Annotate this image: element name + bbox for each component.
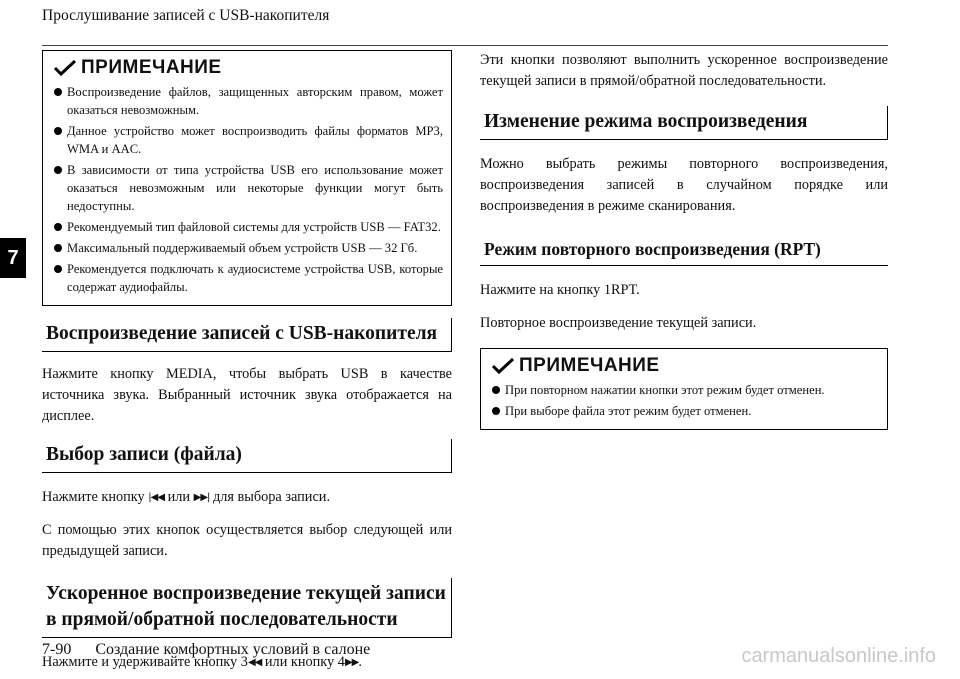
section-heading-line1: Ускоренное воспроизведение текущей записи: [46, 583, 446, 604]
note-item: Максимальный поддерживаемый объем устройств USB — 32 Гб.: [53, 239, 443, 257]
note-title: ПРИМЕЧАНИЕ: [81, 57, 222, 78]
next-track-icon: ▶▶|: [193, 492, 210, 503]
section-fast-play: [42, 578, 452, 638]
note-item: При выборе файла этот режим будет отменен.: [491, 402, 879, 420]
section-usb-playback: [42, 318, 452, 352]
usb-playback-text: Нажмите кнопку MEDIA, чтобы выбрать USB в качестве источника звука. Выбранный источник звука отображается на дисплее.: [42, 366, 452, 424]
track-select-text: Нажмите кнопку |◀◀ или ▶▶| для выбора записи.: [42, 489, 331, 505]
section-play-mode: [480, 106, 888, 140]
section-heading-line2: в прямой/обратной последовательности: [46, 609, 398, 630]
page-number: 7-90: [42, 641, 72, 658]
note-check-icon: [53, 59, 77, 77]
note-item: Рекомендуется подключать к аудиосистеме устройства USB, которые содержат аудиофайлы.: [53, 260, 443, 296]
fast-play-text: Нажмите и удерживайте кнопку 3◀◀ или кнопку 4▶▶.: [42, 654, 362, 670]
note-list: [491, 381, 879, 420]
note-item: Рекомендуемый тип файловой системы для устройств USB — FAT32.: [53, 218, 443, 236]
intro-text: Эти кнопки позволяют выполнить ускоренное воспроизведение текущей записи в прямой/обратной последовательности.: [480, 52, 888, 89]
track-select-text-2: С помощью этих кнопок осуществляется выбор следующей или предыдущей записи.: [42, 522, 452, 559]
chapter-title: Создание комфортных условий в салоне: [95, 641, 371, 658]
repeat-mode-text-1: Нажмите на кнопку 1RPT.: [480, 282, 640, 298]
note-header: [53, 57, 443, 79]
chapter-tab: 7: [0, 238, 26, 278]
note-item: Воспроизведение файлов, защищенных авторским правом, может оказаться невозможным.: [53, 83, 443, 119]
section-heading: Изменение режима воспроизведения: [484, 111, 808, 132]
page-header-title: Прослушивание записей с USB-накопителя: [42, 7, 330, 24]
left-column: [42, 50, 452, 673]
right-column: [480, 50, 888, 430]
subsection-heading: Режим повторного воспроизведения (RPT): [484, 239, 821, 259]
watermark: carmanualsonline.info: [741, 645, 936, 667]
note-box: [42, 50, 452, 306]
note-header: [491, 355, 879, 377]
section-heading: Выбор записи (файла): [46, 444, 242, 465]
section-track-select: [42, 439, 452, 473]
note-item: В зависимости от типа устройства USB его использование может оказаться невозможным или некоторые функции могут быть недоступны.: [53, 161, 443, 215]
rewind-icon: ◀◀: [247, 657, 262, 668]
page-footer: [42, 641, 370, 659]
section-repeat-mode: [480, 235, 888, 266]
header-divider: [42, 45, 888, 46]
note-box-2: [480, 348, 888, 430]
prev-track-icon: |◀◀: [148, 492, 165, 503]
repeat-mode-text-2: Повторное воспроизведение текущей записи.: [480, 315, 757, 331]
note-item: При повторном нажатии кнопки этот режим будет отменен.: [491, 381, 879, 399]
note-item: Данное устройство может воспроизводить файлы форматов MP3, WMA и AAC.: [53, 122, 443, 158]
note-check-icon: [491, 357, 515, 375]
section-heading: Воспроизведение записей с USB-накопителя: [46, 323, 438, 344]
note-title: ПРИМЕЧАНИЕ: [519, 355, 660, 376]
fast-forward-icon: ▶▶: [344, 657, 359, 668]
play-mode-text: Можно выбрать режимы повторного воспроизведения, воспроизведения записей в случайном порядке или воспроизведения в режиме сканирования.: [480, 156, 888, 214]
note-list: [53, 83, 443, 296]
